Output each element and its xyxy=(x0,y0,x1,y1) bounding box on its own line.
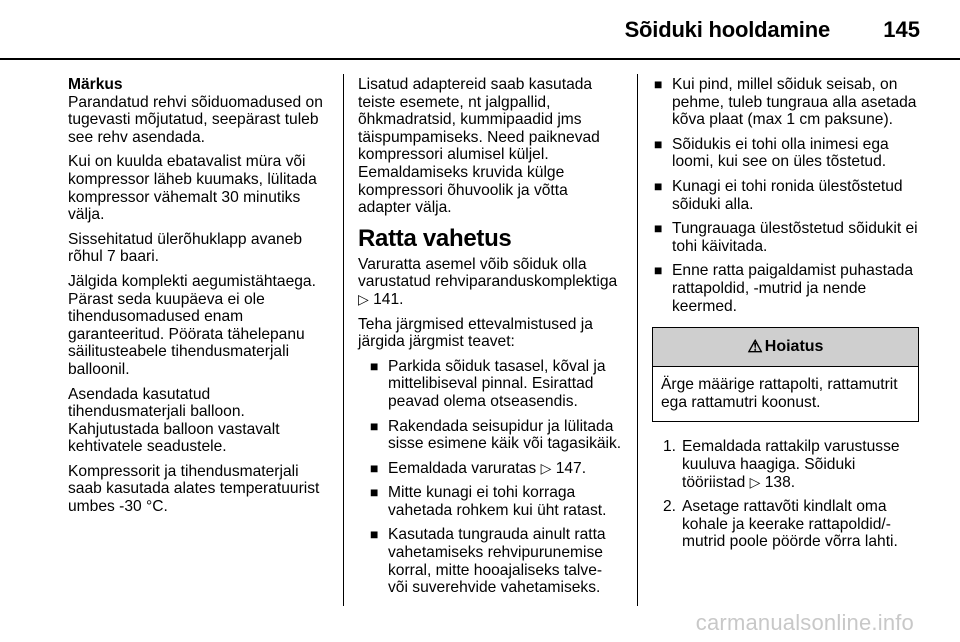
safety-list xyxy=(652,76,922,315)
column-1 xyxy=(68,76,330,523)
list-item-text: Kunagi ei tohi ronida ülestõstetud sõiduki alla. xyxy=(672,177,903,213)
note-paragraph: Sissehitatud ülerõhuklapp avaneb rõhul 7 baari. xyxy=(68,230,303,266)
list-item xyxy=(652,262,922,315)
column-2 xyxy=(358,76,624,604)
note-title: Märkus xyxy=(68,76,123,93)
list-item-text: Tungrauaga ülestõstetud sõidukit ei tohi käivitada. xyxy=(672,220,918,255)
list-item xyxy=(652,220,922,255)
square-bullet-icon: ■ xyxy=(654,135,663,152)
list-item xyxy=(368,460,624,478)
column-divider-1 xyxy=(343,74,344,606)
list-item-text: Rakendada seisupidur ja lülitada sisse esimene käik või tagasikäik. xyxy=(388,417,622,453)
square-bullet-icon: ■ xyxy=(654,177,663,194)
note-paragraph: Kui on kuulda ebatavalist müra või kompressor läheb kuumaks, lülitada kompressor vähemalt 30 minutiks välja. xyxy=(68,153,317,224)
adapter-paragraph: Lisatud adaptereid saab kasutada teiste esemete, nt jalgpallid, õhkmadratsid, kummipaadid jms täispumpamiseks. Need paiknevad kompressori alumisel küljel. Eemaldamiseks kruvida külge kompressori õhuvoolik ja võtta adapter välja. xyxy=(358,76,600,217)
list-item-text: Parkida sõiduk tasasel, kõval ja mittelibiseval pinnal. Esirattad peavad olema otseasendis. xyxy=(388,357,606,410)
list-item-text: Enne ratta paigaldamist puhastada rattapoldid, -mutrid ja nende keermed. xyxy=(672,262,914,315)
column-3 xyxy=(652,76,922,558)
list-item xyxy=(368,358,624,411)
page-reference-icon: ▷ xyxy=(749,473,761,490)
note-paragraph: Kompressorit ja tihendusmaterjali saab kasutada alates temperatuurist umbes -30 °C. xyxy=(68,462,320,516)
warning-title: Hoiatus xyxy=(764,338,824,356)
list-item xyxy=(652,178,922,213)
square-bullet-icon: ■ xyxy=(654,220,663,237)
page-number: 145 xyxy=(883,17,920,42)
square-bullet-icon: ■ xyxy=(370,459,379,476)
list-item-text: Kui pind, millel sõiduk seisab, on pehme, tuleb tungraua alla asetada kõva plaat (max 1 cm paksune). xyxy=(672,76,917,129)
note-paragraph: Parandatud rehvi sõiduomadused on tugevasti mõjutatud, seepärast tuleb see rehv asendada. xyxy=(68,93,323,146)
list-item xyxy=(652,136,922,171)
steps-list xyxy=(652,438,922,551)
preparation-paragraph: Teha järgmised ettevalmistused ja järgida järgmist teavet: xyxy=(358,315,593,351)
warning-text: Ärge määrige rattapolti, rattamutrit ega rattamutri koonust. xyxy=(661,376,898,411)
list-item-text: Eemaldada varuratas xyxy=(388,459,537,477)
square-bullet-icon: ■ xyxy=(370,357,379,374)
watermark: carmanualsonline.info xyxy=(695,610,914,635)
warning-triangle-icon: ⚠ xyxy=(747,337,763,357)
page-reference-icon: ▷ xyxy=(358,290,369,307)
note-paragraph: Jälgida komplekti aegumistähtaega. Pärast seda kuupäeva ei ole tihendusomadused enam garanteeritud. Pöörata tähelepanu säilitusteabele tihendusmaterjali balloonil. xyxy=(68,272,316,378)
square-bullet-icon: ■ xyxy=(370,417,379,434)
list-item xyxy=(368,418,624,453)
column-divider-2 xyxy=(637,74,638,606)
step-item xyxy=(652,498,922,551)
warning-header xyxy=(653,328,918,367)
square-bullet-icon: ■ xyxy=(370,484,379,501)
preparation-list xyxy=(358,358,624,597)
step-number: 1. xyxy=(662,438,676,456)
step-text: Asetage rattavõti kindlalt oma kohale ja keerake rattapoldid/-mutrid poole pöörde võrra lahti. xyxy=(682,498,898,551)
page-header-title: Sõiduki hooldamine xyxy=(624,17,830,42)
list-item xyxy=(368,484,624,519)
page-reference[interactable]: 147. xyxy=(555,459,587,477)
spare-wheel-text: Varuratta asemel võib sõiduk olla varustatud rehviparanduskomplektiga xyxy=(358,255,618,291)
list-item xyxy=(368,526,624,596)
square-bullet-icon: ■ xyxy=(370,526,379,543)
page-reference[interactable]: 141. xyxy=(373,290,404,308)
page-reference[interactable]: 138. xyxy=(764,473,796,491)
step-number: 2. xyxy=(662,498,676,516)
square-bullet-icon: ■ xyxy=(654,76,663,92)
page-reference-icon: ▷ xyxy=(540,459,552,476)
section-heading: Ratta vahetus xyxy=(358,224,512,252)
page-header xyxy=(0,0,960,60)
list-item-text: Mitte kunagi ei tohi korraga vahetada rohkem kui üht ratast. xyxy=(388,484,607,519)
note-paragraph: Asendada kasutatud tihendusmaterjali balloon. Kahjutustada balloon vastavalt kehtivatele seadustele. xyxy=(68,385,280,456)
square-bullet-icon: ■ xyxy=(654,262,663,279)
step-item xyxy=(652,438,922,491)
list-item xyxy=(652,76,922,129)
step-text: Eemaldada rattakilp varustusse kuuluva haagiga. Sõiduki tööriistad xyxy=(682,438,900,491)
list-item-text: Kasutada tungrauda ainult ratta vahetamiseks rehvipurunemise korral, mitte hooajaliseks talve- või suverehvide vahetamiseks. xyxy=(388,526,606,597)
warning-box xyxy=(652,327,919,422)
spare-wheel-paragraph xyxy=(358,256,624,309)
header-divider xyxy=(0,58,960,60)
list-item-text: Sõidukis ei tohi olla inimesi ega loomi, kui see on üles tõstetud. xyxy=(672,135,889,171)
